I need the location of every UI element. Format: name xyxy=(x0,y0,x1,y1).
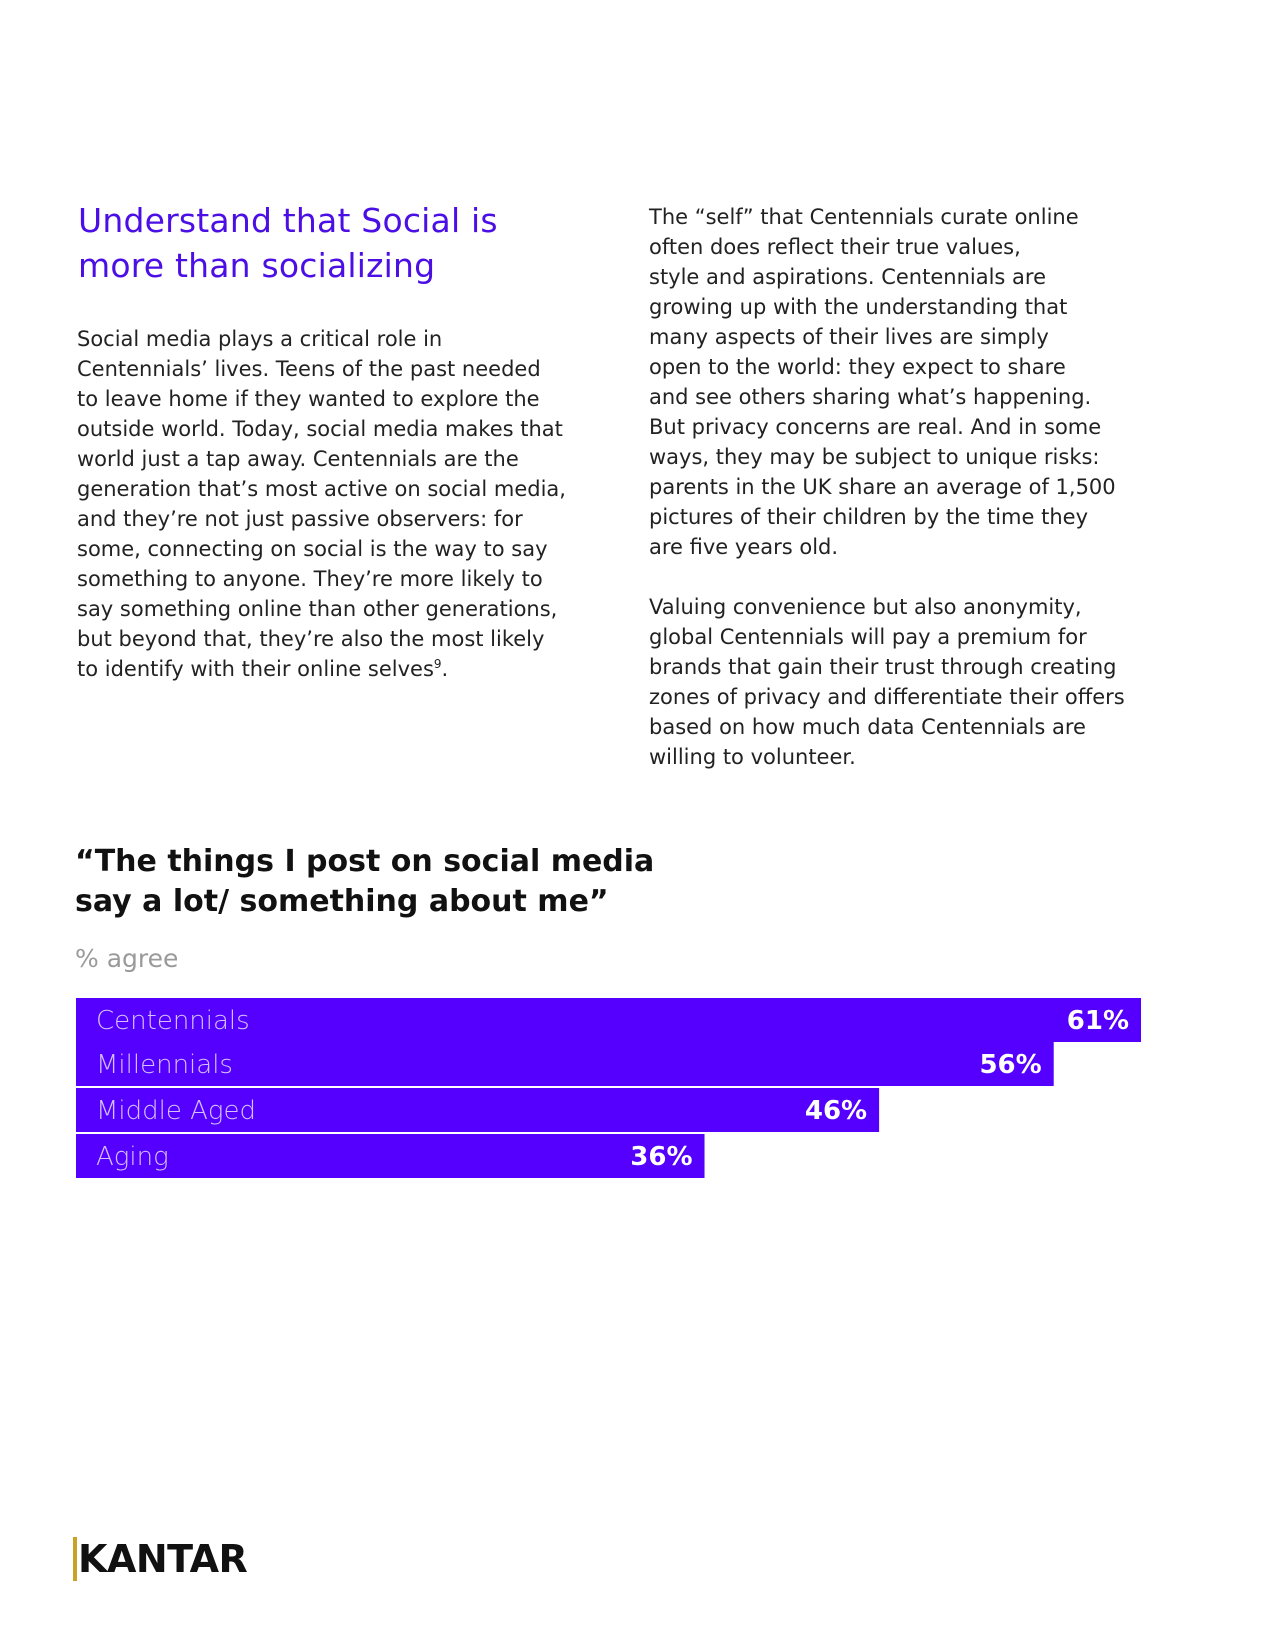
body-line: style and aspirations. Centennials are xyxy=(649,265,1046,289)
body-line: The “self” that Centennials curate online xyxy=(649,205,1079,229)
body-line: brands that gain their trust through creating xyxy=(649,655,1117,679)
body-line: often does reflect their true values, xyxy=(649,235,1021,259)
value-label: 36% xyxy=(630,1142,693,1172)
body-line: say something online than other generations, xyxy=(77,597,558,621)
chart-units-label: % agree xyxy=(75,944,179,973)
category-label: Millennials xyxy=(96,1050,233,1080)
body-line-punct: . xyxy=(441,657,449,681)
body-line: some, connecting on social is the way to say xyxy=(77,537,548,561)
body-line: Centennials’ lives. Teens of the past needed xyxy=(77,357,541,381)
category-label: Aging xyxy=(96,1142,169,1172)
body-line: many aspects of their lives are simply xyxy=(649,325,1049,349)
body-line-text: to identify with their online selves xyxy=(77,657,434,681)
body-line: ways, they may be subject to unique risks: xyxy=(649,445,1100,469)
body-line: growing up with the understanding that xyxy=(649,295,1068,319)
body-line: zones of privacy and differentiate their offers xyxy=(649,685,1125,709)
body-line: world just a tap away. Centennials are the xyxy=(77,447,519,471)
chart-title-line: say a lot/ something about me” xyxy=(75,884,609,919)
logo-accent-bar xyxy=(73,1537,77,1581)
body-line: But privacy concerns are real. And in some xyxy=(649,415,1102,439)
body-line: Valuing convenience but also anonymity, xyxy=(649,595,1082,619)
body-line: parents in the UK share an average of 1,500 xyxy=(649,475,1116,499)
body-line: pictures of their children by the time they xyxy=(649,505,1089,529)
body-line: and see others sharing what’s happening. xyxy=(649,385,1092,409)
body-line: but beyond that, they’re also the most likely xyxy=(77,627,545,651)
section-heading-line: more than socializing xyxy=(78,246,436,285)
value-label: 61% xyxy=(1066,1006,1129,1036)
body-line: based on how much data Centennials are xyxy=(649,715,1086,739)
body-line: something to anyone. They’re more likely to xyxy=(77,567,543,591)
section-heading-line: Understand that Social is xyxy=(78,201,498,240)
body-line: and they’re not just passive observers: for xyxy=(77,507,523,531)
category-label: Middle Aged xyxy=(96,1096,257,1126)
body-line: outside world. Today, social media makes that xyxy=(77,417,563,441)
value-label: 46% xyxy=(804,1096,868,1126)
body-line: open to the world: they expect to share xyxy=(649,355,1066,379)
body-line: to leave home if they wanted to explore the xyxy=(77,387,540,411)
footnote-marker: 9 xyxy=(433,657,442,671)
body-line: global Centennials will pay a premium for xyxy=(649,625,1087,649)
bar-aging xyxy=(76,1134,705,1178)
chart-title-line: “The things I post on social media xyxy=(75,844,655,879)
category-label: Centennials xyxy=(96,1006,250,1036)
body-line: willing to volunteer. xyxy=(649,745,856,769)
body-line: are five years old. xyxy=(649,535,839,559)
logo-wordmark: KANTAR xyxy=(78,1537,248,1581)
value-label: 56% xyxy=(979,1050,1042,1080)
body-line: Social media plays a critical role in xyxy=(77,327,443,351)
kantar-logo xyxy=(73,1537,247,1581)
body-line: generation that’s most active on social media, xyxy=(77,477,566,501)
